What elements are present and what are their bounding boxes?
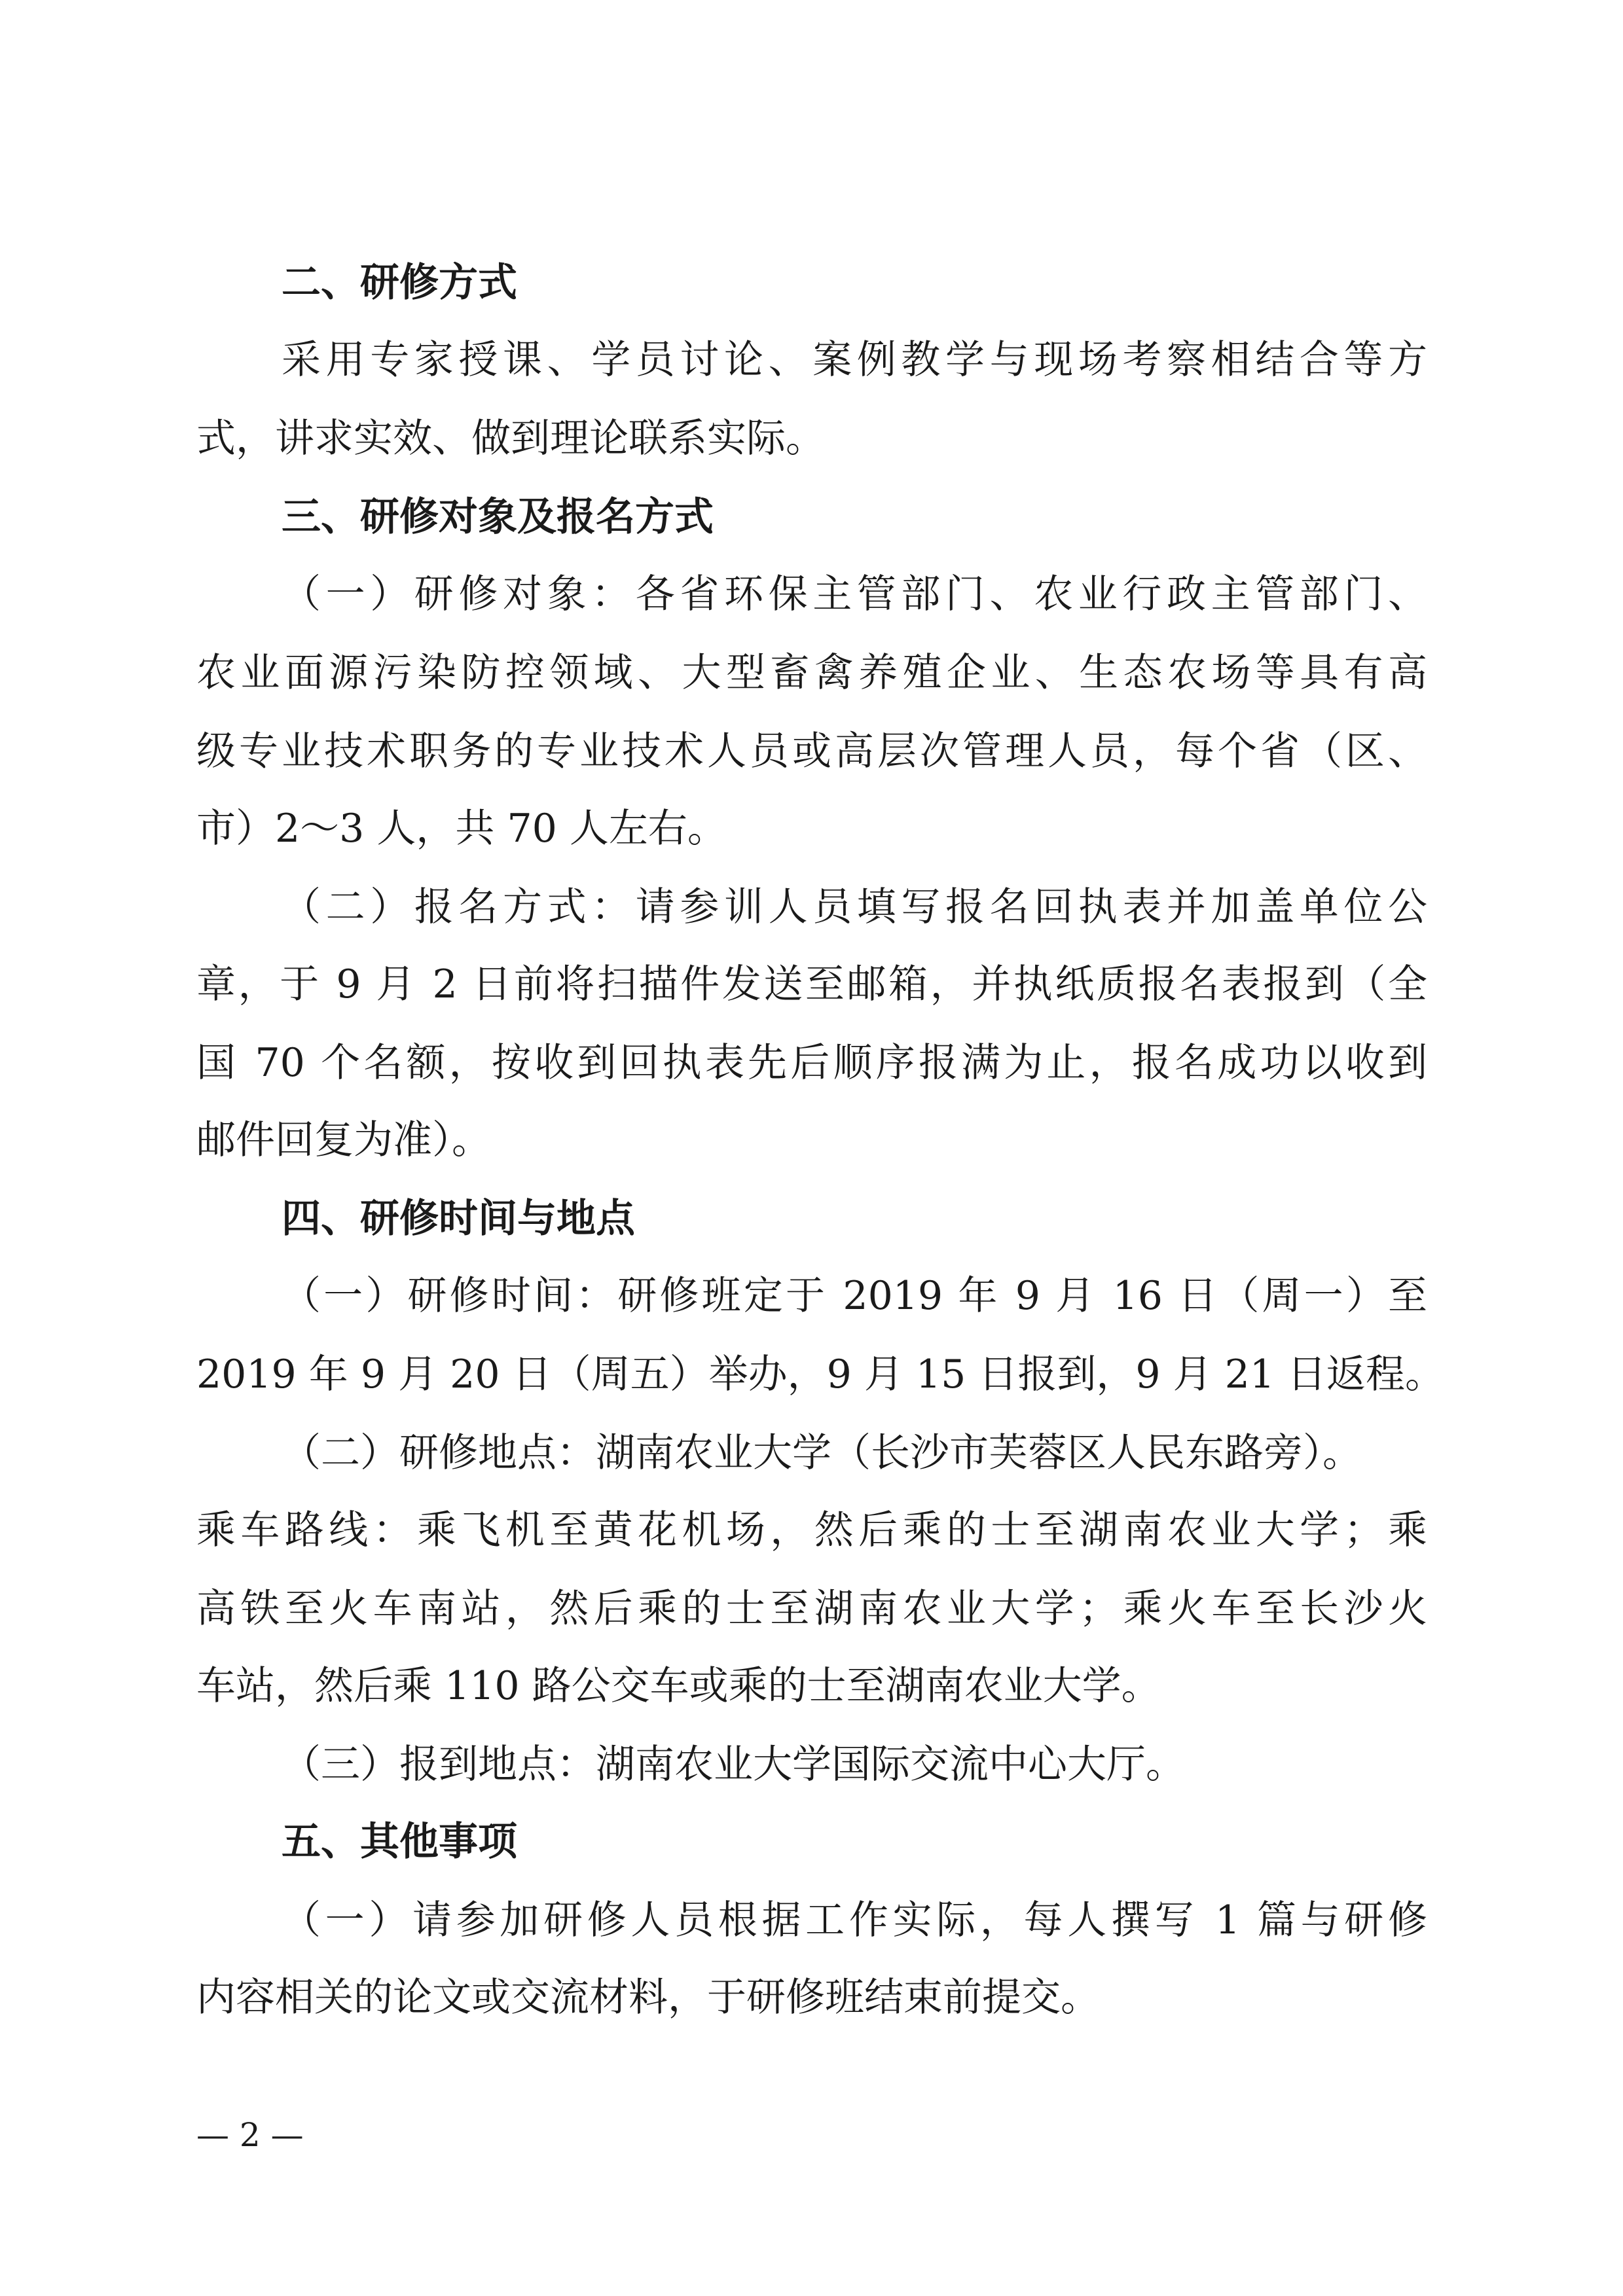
section-heading: 五、其他事项 — [282, 1819, 517, 1865]
paragraph-line: 邮件回复为准）。 — [196, 1117, 491, 1163]
paragraph-line: 车站，然后乘 110 路公交车或乘的士至湖南农业大学。 — [196, 1663, 1161, 1709]
paragraph-line: （三）报到地点：湖南农业大学国际交流中心大厅。 — [282, 1742, 1185, 1787]
paragraph-line: （一）请参加研修人员根据工作实际，每人撰写 1 篇与研修 — [282, 1897, 1427, 1943]
paragraph-line: 乘车路线：乘飞机至黄花机场，然后乘的士至湖南农业大学；乘 — [196, 1507, 1427, 1553]
page-number: — 2 — — [196, 2116, 304, 2154]
paragraph-line: （二）研修地点：湖南农业大学（长沙市芙蓉区人民东路旁）。 — [282, 1430, 1362, 1476]
paragraph-line: 式，讲求实效、做到理论联系实际。 — [196, 416, 825, 461]
section-heading: 四、研修时间与地点 — [282, 1196, 635, 1242]
paragraph-line: 2019 年 9 月 20 日（周五）举办，9 月 15 日报到，9 月 21 日返程。 — [196, 1352, 1445, 1397]
section-heading: 三、研修对象及报名方式 — [282, 494, 714, 540]
paragraph-line: 内容相关的论文或交流材料，于研修班结束前提交。 — [196, 1975, 1100, 2020]
paragraph-line: 国 70 个名额，按收到回执表先后顺序报满为止，报名成功以收到 — [196, 1040, 1427, 1086]
paragraph-line: 农业面源污染防控领域、大型畜禽养殖企业、生态农场等具有高 — [196, 650, 1427, 696]
section-heading: 二、研修方式 — [282, 260, 517, 306]
paragraph-line: 级专业技术职务的专业技术人员或高层次管理人员，每个省（区、 — [196, 728, 1427, 774]
paragraph-line: （一）研修时间：研修班定于 2019 年 9 月 16 日（周一）至 — [282, 1273, 1427, 1319]
paragraph-line: （二）报名方式：请参训人员填写报名回执表并加盖单位公 — [282, 884, 1427, 930]
paragraph-line: 高铁至火车南站，然后乘的士至湖南农业大学；乘火车至长沙火 — [196, 1586, 1427, 1632]
paragraph-line: 市）2～3 人，共 70 人左右。 — [196, 806, 727, 852]
paragraph-line: 章，于 9 月 2 日前将扫描件发送至邮箱，并执纸质报名表报到（全 — [196, 961, 1427, 1007]
paragraph-line: 采用专家授课、学员讨论、案例教学与现场考察相结合等方 — [282, 337, 1427, 383]
paragraph-line: （一）研修对象：各省环保主管部门、农业行政主管部门、 — [282, 571, 1427, 617]
